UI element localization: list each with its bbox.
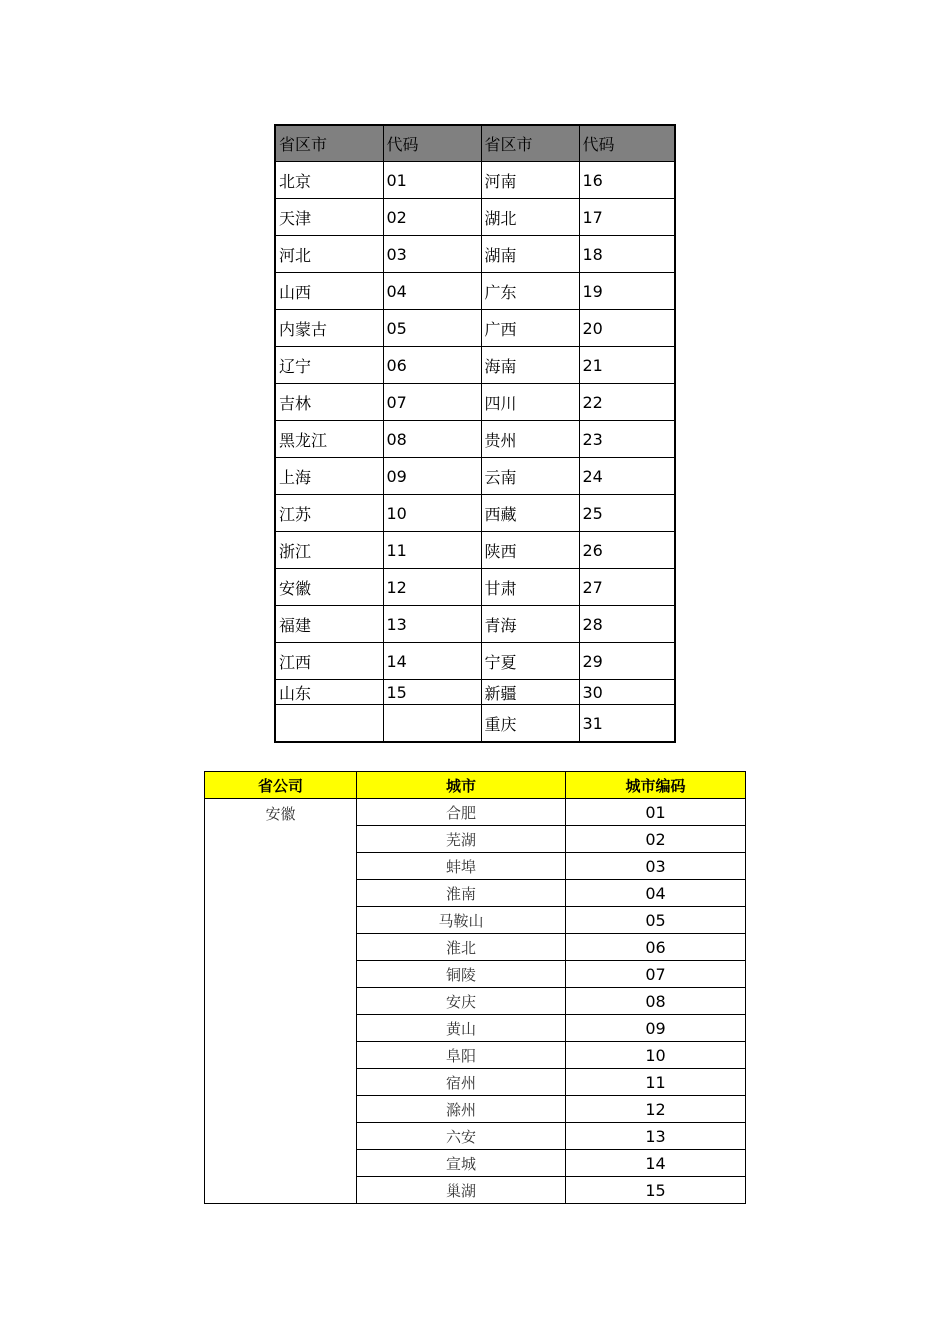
province-name: 江西 (275, 643, 383, 680)
province-code: 03 (383, 236, 481, 273)
province-name: 江苏 (275, 495, 383, 532)
city-name: 淮北 (357, 934, 566, 961)
header-city-code: 城市编码 (566, 772, 746, 799)
city-name: 巢湖 (357, 1177, 566, 1204)
province-code: 24 (579, 458, 675, 495)
table-row (275, 347, 675, 384)
province-code: 21 (579, 347, 675, 384)
header-code-left: 代码 (383, 125, 481, 162)
header-province-left: 省区市 (275, 125, 383, 162)
city-code: 12 (566, 1096, 746, 1123)
city-code: 13 (566, 1123, 746, 1150)
province-code: 16 (579, 162, 675, 199)
province-code: 27 (579, 569, 675, 606)
city-name: 宿州 (357, 1069, 566, 1096)
city-code: 11 (566, 1069, 746, 1096)
province-name: 云南 (481, 458, 579, 495)
table-row (275, 162, 675, 199)
province-code: 19 (579, 273, 675, 310)
province-name: 广东 (481, 273, 579, 310)
province-name: 吉林 (275, 384, 383, 421)
city-name: 宣城 (357, 1150, 566, 1177)
province-name: 西藏 (481, 495, 579, 532)
province-name: 辽宁 (275, 347, 383, 384)
province-code: 22 (579, 384, 675, 421)
province-code: 05 (383, 310, 481, 347)
province-name: 广西 (481, 310, 579, 347)
city-name: 蚌埠 (357, 853, 566, 880)
province-code: 07 (383, 384, 481, 421)
province-name: 海南 (481, 347, 579, 384)
table-row (275, 384, 675, 421)
city-table-body (205, 799, 746, 1204)
province-code: 15 (383, 680, 481, 705)
header-province-company: 省公司 (205, 772, 357, 799)
province-name: 福建 (275, 606, 383, 643)
province-name: 河南 (481, 162, 579, 199)
province-code: 08 (383, 421, 481, 458)
province-name: 宁夏 (481, 643, 579, 680)
province-company-cell: 安徽 (205, 799, 357, 1204)
city-code: 06 (566, 934, 746, 961)
province-name: 上海 (275, 458, 383, 495)
province-name: 北京 (275, 162, 383, 199)
province-table-body (275, 162, 675, 743)
city-code: 04 (566, 880, 746, 907)
province-code: 18 (579, 236, 675, 273)
province-name: 新疆 (481, 680, 579, 705)
province-code: 02 (383, 199, 481, 236)
city-code: 15 (566, 1177, 746, 1204)
city-table-header-row (205, 772, 746, 799)
province-name: 天津 (275, 199, 383, 236)
province-name: 贵州 (481, 421, 579, 458)
header-city: 城市 (357, 772, 566, 799)
province-code: 20 (579, 310, 675, 347)
city-name: 阜阳 (357, 1042, 566, 1069)
province-code: 12 (383, 569, 481, 606)
province-name: 浙江 (275, 532, 383, 569)
table-row (275, 705, 675, 743)
province-code: 25 (579, 495, 675, 532)
table-row (275, 236, 675, 273)
province-name: 内蒙古 (275, 310, 383, 347)
city-code: 07 (566, 961, 746, 988)
city-name: 安庆 (357, 988, 566, 1015)
header-code-right: 代码 (579, 125, 675, 162)
city-code: 01 (566, 799, 746, 826)
province-code: 26 (579, 532, 675, 569)
city-code: 08 (566, 988, 746, 1015)
header-province-right: 省区市 (481, 125, 579, 162)
city-code: 03 (566, 853, 746, 880)
province-code: 09 (383, 458, 481, 495)
table-row (205, 799, 746, 826)
province-code: 23 (579, 421, 675, 458)
table-row (275, 569, 675, 606)
province-name: 安徽 (275, 569, 383, 606)
city-name: 六安 (357, 1123, 566, 1150)
province-name: 山东 (275, 680, 383, 705)
province-table-header-row (275, 125, 675, 162)
province-code: 31 (579, 705, 675, 743)
province-code: 13 (383, 606, 481, 643)
province-code: 17 (579, 199, 675, 236)
city-name: 黄山 (357, 1015, 566, 1042)
province-code (383, 705, 481, 743)
table-row (275, 310, 675, 347)
table-row (275, 273, 675, 310)
province-code: 14 (383, 643, 481, 680)
city-code-table (204, 771, 746, 1204)
table-row (275, 643, 675, 680)
table-row (275, 421, 675, 458)
city-name: 马鞍山 (357, 907, 566, 934)
city-name: 合肥 (357, 799, 566, 826)
province-name: 黑龙江 (275, 421, 383, 458)
table-row (275, 680, 675, 705)
province-code: 06 (383, 347, 481, 384)
city-code: 05 (566, 907, 746, 934)
city-name: 滁州 (357, 1096, 566, 1123)
province-code: 30 (579, 680, 675, 705)
province-name: 陕西 (481, 532, 579, 569)
province-code: 11 (383, 532, 481, 569)
table-row (275, 495, 675, 532)
city-code: 14 (566, 1150, 746, 1177)
table-row (275, 458, 675, 495)
province-name: 甘肃 (481, 569, 579, 606)
city-name: 芜湖 (357, 826, 566, 853)
province-code-table (274, 124, 676, 743)
province-name: 四川 (481, 384, 579, 421)
province-code: 04 (383, 273, 481, 310)
table-row (275, 199, 675, 236)
city-name: 淮南 (357, 880, 566, 907)
province-name: 湖北 (481, 199, 579, 236)
table-row (275, 532, 675, 569)
province-code: 01 (383, 162, 481, 199)
province-name (275, 705, 383, 743)
province-name: 青海 (481, 606, 579, 643)
province-name: 山西 (275, 273, 383, 310)
city-code: 02 (566, 826, 746, 853)
city-name: 铜陵 (357, 961, 566, 988)
province-name: 河北 (275, 236, 383, 273)
province-code: 10 (383, 495, 481, 532)
province-name: 湖南 (481, 236, 579, 273)
province-code: 28 (579, 606, 675, 643)
table-row (275, 606, 675, 643)
city-code: 10 (566, 1042, 746, 1069)
city-code: 09 (566, 1015, 746, 1042)
province-name: 重庆 (481, 705, 579, 743)
province-code: 29 (579, 643, 675, 680)
